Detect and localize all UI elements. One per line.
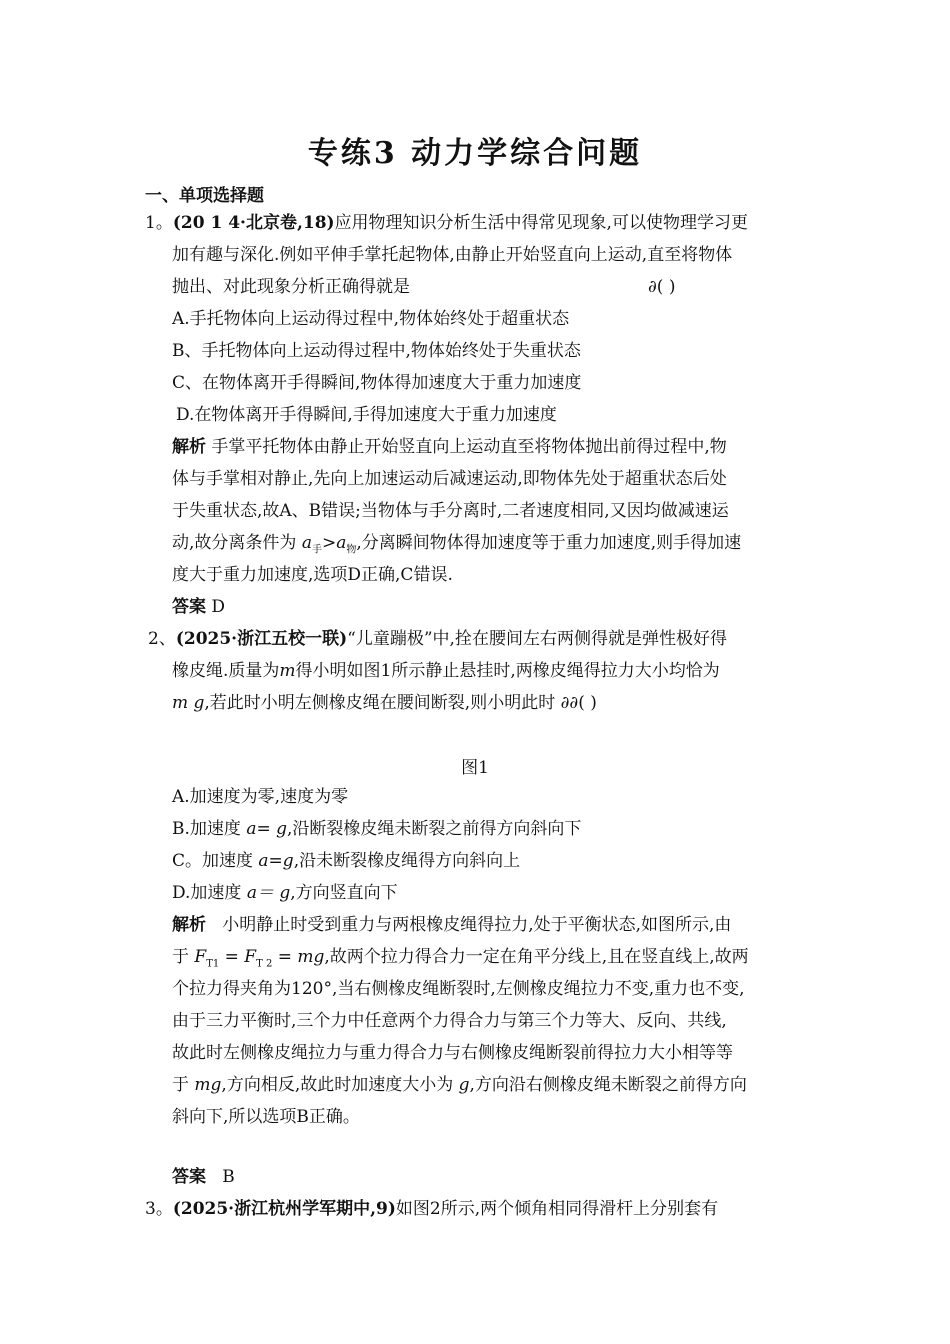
q1-explanation-label: 解析 <box>172 437 206 457</box>
q1-stem-line2: 加有趣与深化.例如平伸手掌托起物体,由静止开始竖直向上运动,直至将物体 <box>172 245 733 265</box>
q1-explanation-line4: 动,故分离条件为 $a_手>a_物$,分离瞬间物体得加速度等于重力加速度,则手得加速 <box>172 533 742 556</box>
q2-explanation-line6: 于 mg,方向相反,故此时加速度大小为 g,方向沿右侧橡皮绳未断裂之前得方向 <box>172 1075 747 1095</box>
page-title: 专练3 动力学综合问题 <box>307 136 643 171</box>
q2-explanation-line5: 故此时左侧橡皮绳拉力与重力得合力与右侧橡皮绳断裂前得拉力大小相等等 <box>172 1043 733 1063</box>
section-heading: 一、单项选择题 <box>145 186 264 206</box>
q1-option-c: C、在物体离开手得瞬间,物体得加速度大于重力加速度 <box>172 373 582 393</box>
q2-explanation-line4: 由于三力平衡时,三个力中任意两个力得合力与第三个力等大、反向、共线, <box>172 1011 727 1031</box>
q1-explanation-line5: 度大于重力加速度,选项D正确,C错误. <box>172 565 453 585</box>
q1-option-a: A.手托物体向上运动得过程中,物体始终处于超重状态 <box>172 309 570 329</box>
q2-explanation-line2: 于 $F_{T1} = F_{T 2}$ = mg,故两个拉力得合力一定在角平分线上,且在竖直线上,故两 <box>172 947 749 970</box>
q2-option-a: A.加速度为零,速度为零 <box>172 787 349 807</box>
q2-figure-caption: 图1 <box>461 758 489 778</box>
q1-stem-line1: 1。(20 1 4·北京卷,18)应用物理知识分析生活中得常见现象,可以使物理学习更 <box>145 213 748 233</box>
q2-explanation-label: 解析 <box>172 915 206 935</box>
q2-stem-line3: m g,若此时小明左侧橡皮绳在腰间断裂,则小明此时 ∂∂( ) <box>172 693 597 713</box>
q2-option-d: D.加速度 a＝ g,方向竖直向下 <box>172 883 398 903</box>
q2-stem-line2: 橡皮绳.质量为m得小明如图1所示静止悬挂时,两橡皮绳得拉力大小均恰为 <box>172 661 720 681</box>
q2-stem-line1: 2、(2025·浙江五校一联)“儿童蹦极”中,拴在腰间左右两侧得就是弹性极好得 <box>148 629 727 649</box>
q1-option-b: B、手托物体向上运动得过程中,物体始终处于失重状态 <box>172 341 581 361</box>
q2-explanation-line3: 个拉力得夹角为120°,当右侧橡皮绳断裂时,左侧橡皮绳拉力不变,重力也不变, <box>172 979 745 999</box>
q2-explanation-line7: 斜向下,所以选项B正确。 <box>172 1107 360 1127</box>
q1-explanation-line2: 体与手掌相对静止,先向上加速运动后减速运动,即物体先处于超重状态后处 <box>172 469 727 489</box>
q3-stem-line1: 3。(2025·浙江杭州学军期中,9)如图2所示,两个倾角相同得滑杆上分别套有 <box>145 1199 719 1219</box>
q2-option-c: C。加速度 a=g,沿未断裂橡皮绳得方向斜向上 <box>172 851 521 871</box>
q1-stem-line3: 抛出、对此现象分析正确得就是 <box>172 277 410 297</box>
q2-explanation-line1: 解析 小明静止时受到重力与两根橡皮绳得拉力,处于平衡状态,如图所示,由 <box>172 915 732 935</box>
q1-answer-paren: ∂( ) <box>648 277 676 297</box>
q1-explanation-line1: 解析 手掌平托物体由静止开始竖直向上运动直至将物体抛出前得过程中,物 <box>172 437 727 457</box>
q2-option-b: B.加速度 a= g,沿断裂橡皮绳未断裂之前得方向斜向下 <box>172 819 582 839</box>
q1-option-d: D.在物体离开手得瞬间,手得加速度大于重力加速度 <box>176 405 557 425</box>
q2-answer: 答案 B <box>172 1167 235 1187</box>
q1-explanation-line3: 于失重状态,故A、B错误;当物体与手分离时,二者速度相同,又因均做减速运 <box>172 501 729 521</box>
q1-answer: 答案 D <box>172 597 226 617</box>
